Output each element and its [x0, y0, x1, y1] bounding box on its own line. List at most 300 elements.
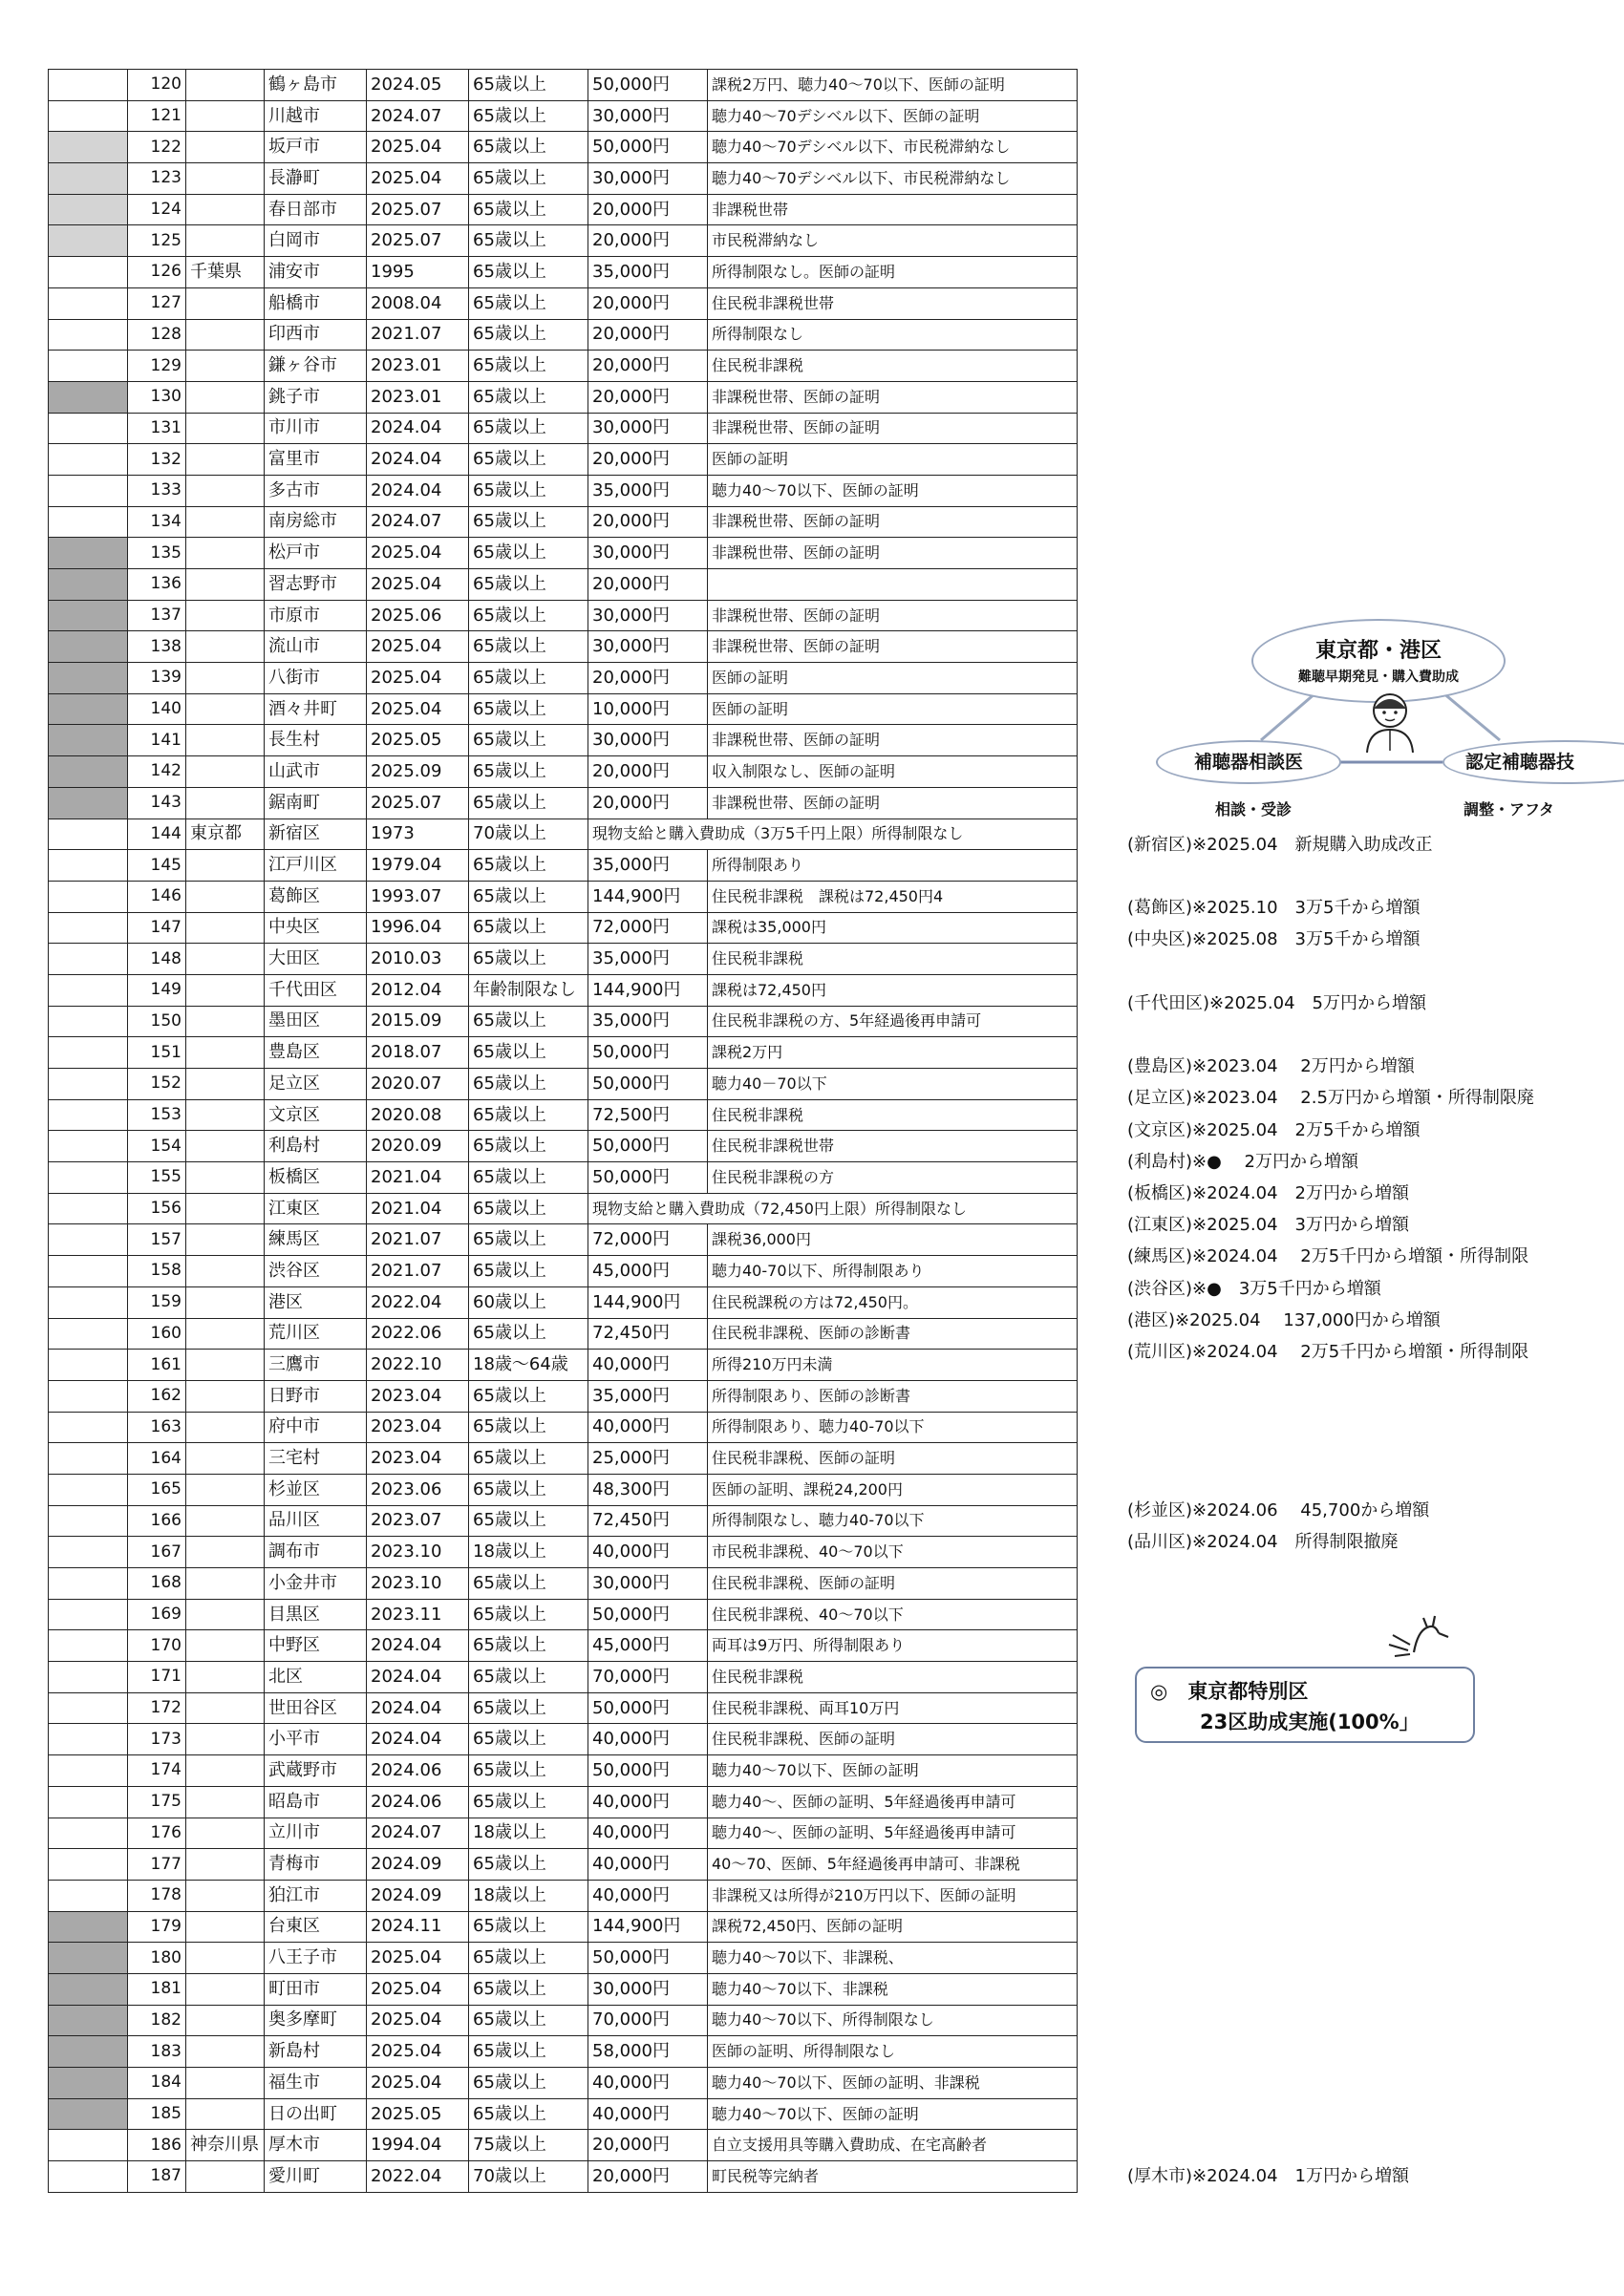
municipality-cell: 習志野市	[265, 569, 367, 601]
prefecture-cell	[186, 1006, 265, 1037]
table-row	[49, 1006, 1078, 1037]
table-row	[49, 756, 1078, 788]
table-row	[49, 538, 1078, 569]
row-status-cell	[49, 1630, 128, 1662]
side-note: (品川区)※2024.04 所得制限撤廃	[1127, 1532, 1399, 1553]
row-status-cell	[49, 225, 128, 257]
row-number: 185	[128, 2098, 186, 2130]
row-number: 177	[128, 1849, 186, 1881]
prefecture-cell	[186, 881, 265, 912]
municipality-cell: 日野市	[265, 1380, 367, 1412]
municipality-cell: 新宿区	[265, 818, 367, 850]
start-date-cell: 2024.04	[367, 1630, 469, 1662]
municipality-cell: 文京区	[265, 1099, 367, 1131]
start-date-cell: 2022.06	[367, 1318, 469, 1350]
start-date-cell: 1996.04	[367, 912, 469, 944]
conditions-cell: 収入制限なし、医師の証明	[708, 756, 1078, 788]
start-date-cell: 2020.07	[367, 1069, 469, 1100]
row-status-cell	[49, 1599, 128, 1630]
side-note: (足立区)※2023.04 2.5万円から増額・所得制限廃	[1127, 1088, 1534, 1109]
prefecture-cell	[186, 1474, 265, 1505]
age-cell: 65歳以上	[469, 2068, 588, 2099]
side-note: (新宿区)※2025.04 新規購入助成改正	[1127, 834, 1433, 855]
table-row	[49, 257, 1078, 288]
amount-cell: 30,000円	[588, 1568, 708, 1600]
row-number: 176	[128, 1818, 186, 1849]
amount-cell: 72,450円	[588, 1505, 708, 1537]
prefecture-cell	[186, 1443, 265, 1475]
age-cell: 65歳以上	[469, 787, 588, 818]
conditions-cell: 市民税滞納なし	[708, 225, 1078, 257]
age-cell: 65歳以上	[469, 1474, 588, 1505]
municipality-cell: 日の出町	[265, 2098, 367, 2130]
amount-cell: 20,000円	[588, 506, 708, 538]
row-number: 134	[128, 506, 186, 538]
row-number: 180	[128, 1943, 186, 1974]
conditions-cell: 医師の証明	[708, 663, 1078, 694]
start-date-cell: 2025.05	[367, 725, 469, 756]
amount-cell: 45,000円	[588, 1256, 708, 1287]
conditions-cell: 住民税非課税、両耳10万円	[708, 1692, 1078, 1724]
prefecture-cell	[186, 2098, 265, 2130]
conditions-cell: 住民税非課税、40～70以下	[708, 1599, 1078, 1630]
conditions-cell: 聴力40～70以下、所得制限なし	[708, 2005, 1078, 2036]
row-status-cell	[49, 2068, 128, 2099]
table-row	[49, 2036, 1078, 2068]
prefecture-cell	[186, 1630, 265, 1662]
age-cell: 65歳以上	[469, 944, 588, 975]
row-status-cell	[49, 600, 128, 631]
municipality-cell: 府中市	[265, 1412, 367, 1443]
row-status-cell	[49, 1224, 128, 1256]
age-cell: 65歳以上	[469, 850, 588, 882]
conditions-cell: 40～70、医師、5年経過後再申請可、非課税	[708, 1849, 1078, 1881]
municipality-cell: 八街市	[265, 663, 367, 694]
conditions-cell: 住民税非課税	[708, 351, 1078, 382]
amount-cell: 35,000円	[588, 850, 708, 882]
municipality-cell: 利島村	[265, 1131, 367, 1162]
municipality-cell: 市川市	[265, 413, 367, 444]
municipality-cell: 武蔵野市	[265, 1755, 367, 1787]
municipality-cell: 江東区	[265, 1193, 367, 1224]
municipality-cell: 練馬区	[265, 1224, 367, 1256]
conditions-cell: 課税72,450円、医師の証明	[708, 1911, 1078, 1943]
start-date-cell: 2020.08	[367, 1099, 469, 1131]
start-date-cell: 1994.04	[367, 2130, 469, 2161]
prefecture-cell	[186, 1818, 265, 1849]
amount-cell: 50,000円	[588, 70, 708, 101]
prefecture-cell	[186, 787, 265, 818]
amount-cell: 45,000円	[588, 1630, 708, 1662]
age-cell: 65歳以上	[469, 2098, 588, 2130]
conditions-cell: 課税は35,000円	[708, 912, 1078, 944]
row-number: 162	[128, 1380, 186, 1412]
table-row	[49, 1599, 1078, 1630]
start-date-cell: 2024.09	[367, 1849, 469, 1881]
subsidy-table-body	[49, 70, 1078, 2193]
municipality-cell: 三鷹市	[265, 1350, 367, 1381]
start-date-cell: 1993.07	[367, 881, 469, 912]
prefecture-cell	[186, 1350, 265, 1381]
table-row	[49, 2068, 1078, 2099]
row-number: 132	[128, 444, 186, 476]
table-row	[49, 2130, 1078, 2161]
municipality-cell: 厚木市	[265, 2130, 367, 2161]
age-cell: 65歳以上	[469, 1318, 588, 1350]
age-cell: 65歳以上	[469, 475, 588, 506]
start-date-cell: 2025.04	[367, 2068, 469, 2099]
age-cell: 65歳以上	[469, 2005, 588, 2036]
age-cell: 65歳以上	[469, 1943, 588, 1974]
start-date-cell: 2023.04	[367, 1412, 469, 1443]
municipality-cell: 中央区	[265, 912, 367, 944]
row-number: 126	[128, 257, 186, 288]
age-cell: 75歳以上	[469, 2130, 588, 2161]
age-cell: 65歳以上	[469, 163, 588, 195]
age-cell: 65歳以上	[469, 1849, 588, 1881]
subsidy-table	[48, 69, 1078, 2193]
row-number: 166	[128, 1505, 186, 1537]
table-row	[49, 225, 1078, 257]
prefecture-cell	[186, 1943, 265, 1974]
tokyo-callout-box	[1135, 1667, 1475, 1743]
start-date-cell: 2025.07	[367, 787, 469, 818]
amount-cell: 144,900円	[588, 881, 708, 912]
start-date-cell: 2008.04	[367, 287, 469, 319]
municipality-cell: 鶴ヶ島市	[265, 70, 367, 101]
start-date-cell: 2022.04	[367, 2161, 469, 2193]
age-cell: 65歳以上	[469, 1162, 588, 1194]
prefecture-cell	[186, 225, 265, 257]
amount-cell: 10,000円	[588, 693, 708, 725]
conditions-cell: 住民税非課税	[708, 944, 1078, 975]
row-number: 163	[128, 1412, 186, 1443]
conditions-cell: 自立支援用具等購入費助成、在宅高齢者	[708, 2130, 1078, 2161]
age-cell: 65歳以上	[469, 1724, 588, 1755]
amount-cell: 72,500円	[588, 1099, 708, 1131]
start-date-cell: 2023.10	[367, 1568, 469, 1600]
row-number: 165	[128, 1474, 186, 1505]
conditions-cell: 聴力40～70デシベル以下、医師の証明	[708, 100, 1078, 132]
row-status-cell	[49, 100, 128, 132]
start-date-cell: 2018.07	[367, 1037, 469, 1069]
start-date-cell: 2015.09	[367, 1006, 469, 1037]
row-status-cell	[49, 974, 128, 1006]
amount-cell: 20,000円	[588, 381, 708, 413]
start-date-cell: 2023.04	[367, 1380, 469, 1412]
row-number: 147	[128, 912, 186, 944]
row-number: 121	[128, 100, 186, 132]
row-status-cell	[49, 1911, 128, 1943]
age-cell: 65歳以上	[469, 693, 588, 725]
prefecture-cell	[186, 1256, 265, 1287]
conditions-cell: 非課税世帯、医師の証明	[708, 725, 1078, 756]
row-status-cell	[49, 132, 128, 163]
conditions-cell: 市民税非課税、40～70以下	[708, 1537, 1078, 1568]
conditions-cell: 課税は72,450円	[708, 974, 1078, 1006]
municipality-cell: 酒々井町	[265, 693, 367, 725]
table-row	[49, 2098, 1078, 2130]
row-status-cell	[49, 2098, 128, 2130]
municipality-cell: 市原市	[265, 600, 367, 631]
side-note: (板橋区)※2024.04 2万円から増額	[1127, 1183, 1410, 1203]
side-note: (葛飾区)※2025.10 3万5千から増額	[1127, 898, 1421, 919]
conditions-cell: 医師の証明、所得制限なし	[708, 2036, 1078, 2068]
table-row	[49, 787, 1078, 818]
prefecture-cell	[186, 132, 265, 163]
age-cell: 65歳以上	[469, 225, 588, 257]
row-number: 120	[128, 70, 186, 101]
amount-cell: 144,900円	[588, 974, 708, 1006]
conditions-cell: 聴力40～70デシベル以下、市民税滞納なし	[708, 132, 1078, 163]
start-date-cell: 2021.07	[367, 319, 469, 351]
table-row	[49, 818, 1078, 850]
prefecture-cell	[186, 1537, 265, 1568]
prefecture-cell	[186, 1037, 265, 1069]
table-row	[49, 381, 1078, 413]
conditions-cell: 聴力40～70以下、医師の証明	[708, 1755, 1078, 1787]
side-note: (渋谷区)※● 3万5千円から増額	[1127, 1278, 1381, 1299]
row-number: 127	[128, 287, 186, 319]
prefecture-cell	[186, 1568, 265, 1600]
municipality-cell: 山武市	[265, 756, 367, 788]
municipality-cell: 三宅村	[265, 1443, 367, 1475]
municipality-cell: 長瀞町	[265, 163, 367, 195]
conditions-cell: 医師の証明、課税24,200円	[708, 1474, 1078, 1505]
table-row	[49, 1099, 1078, 1131]
table-row	[49, 287, 1078, 319]
conditions-cell: 町民税等完納者	[708, 2161, 1078, 2193]
table-row	[49, 569, 1078, 601]
callout-line2: 23区助成実施(100%」	[1200, 1711, 1420, 1733]
start-date-cell: 2025.04	[367, 132, 469, 163]
age-cell: 65歳以上	[469, 663, 588, 694]
conditions-cell: 聴力40-70以下、所得制限あり	[708, 1256, 1078, 1287]
prefecture-cell	[186, 2005, 265, 2036]
amount-cell: 50,000円	[588, 1069, 708, 1100]
start-date-cell: 2023.01	[367, 381, 469, 413]
row-number: 152	[128, 1069, 186, 1100]
row-status-cell	[49, 381, 128, 413]
row-number: 131	[128, 413, 186, 444]
start-date-cell: 2024.07	[367, 1818, 469, 1849]
municipality-cell: 小平市	[265, 1724, 367, 1755]
row-number: 151	[128, 1037, 186, 1069]
table-row	[49, 413, 1078, 444]
prefecture-cell	[186, 1505, 265, 1537]
row-status-cell	[49, 1412, 128, 1443]
start-date-cell: 2025.04	[367, 538, 469, 569]
row-number: 172	[128, 1692, 186, 1724]
conditions-cell: 聴力40～、医師の証明、5年経過後再申請可	[708, 1818, 1078, 1849]
start-date-cell: 2024.07	[367, 506, 469, 538]
row-status-cell	[49, 944, 128, 975]
row-status-cell	[49, 413, 128, 444]
table-row	[49, 1692, 1078, 1724]
side-note: (江東区)※2025.04 3万円から増額	[1127, 1215, 1410, 1236]
age-cell: 65歳以上	[469, 319, 588, 351]
municipality-cell: 町田市	[265, 1973, 367, 2005]
start-date-cell: 2012.04	[367, 974, 469, 1006]
table-row	[49, 132, 1078, 163]
municipality-cell: 印西市	[265, 319, 367, 351]
age-cell: 65歳以上	[469, 1193, 588, 1224]
table-row	[49, 1568, 1078, 1600]
municipality-cell: 板橋区	[265, 1162, 367, 1194]
diagram-right-caption: 調整・アフタ	[1464, 800, 1554, 818]
side-note: (利島村)※● 2万円から増額	[1127, 1151, 1359, 1172]
amount-cell: 40,000円	[588, 2098, 708, 2130]
amount-cell: 30,000円	[588, 600, 708, 631]
prefecture-cell	[186, 1786, 265, 1818]
conditions-cell: 住民税非課税	[708, 1099, 1078, 1131]
table-row	[49, 194, 1078, 225]
row-number: 174	[128, 1755, 186, 1787]
conditions-cell: 非課税世帯、医師の証明	[708, 381, 1078, 413]
age-cell: 65歳以上	[469, 569, 588, 601]
row-number: 161	[128, 1350, 186, 1381]
amount-cell: 20,000円	[588, 2130, 708, 2161]
municipality-cell: 新島村	[265, 2036, 367, 2068]
amount-cell: 58,000円	[588, 2036, 708, 2068]
side-note: (中央区)※2025.08 3万5千から増額	[1127, 929, 1421, 950]
start-date-cell: 2025.04	[367, 2036, 469, 2068]
amount-cell: 50,000円	[588, 1162, 708, 1194]
amount-cell: 50,000円	[588, 1755, 708, 1787]
municipality-cell: 狛江市	[265, 1880, 367, 1911]
amount-cell: 20,000円	[588, 569, 708, 601]
table-row	[49, 163, 1078, 195]
row-number: 141	[128, 725, 186, 756]
prefecture-cell	[186, 1973, 265, 2005]
conditions-cell: 住民税非課税	[708, 1662, 1078, 1693]
table-row	[49, 1256, 1078, 1287]
conditions-cell: 住民税非課税、医師の診断書	[708, 1318, 1078, 1350]
row-number: 155	[128, 1162, 186, 1194]
age-cell: 65歳以上	[469, 413, 588, 444]
conditions-cell	[708, 569, 1078, 601]
prefecture-cell	[186, 1131, 265, 1162]
start-date-cell: 2025.04	[367, 1973, 469, 2005]
conditions-cell: 非課税世帯	[708, 194, 1078, 225]
amount-cell: 30,000円	[588, 413, 708, 444]
row-status-cell	[49, 257, 128, 288]
amount-cell: 30,000円	[588, 100, 708, 132]
age-cell: 65歳以上	[469, 1224, 588, 1256]
table-row	[49, 70, 1078, 101]
table-row	[49, 1131, 1078, 1162]
table-row	[49, 1412, 1078, 1443]
start-date-cell: 2022.04	[367, 1286, 469, 1318]
start-date-cell: 2025.05	[367, 2098, 469, 2130]
age-cell: 65歳以上	[469, 1256, 588, 1287]
age-cell: 18歳～64歳	[469, 1350, 588, 1381]
row-number: 179	[128, 1911, 186, 1943]
row-status-cell	[49, 1505, 128, 1537]
conditions-cell: 所得制限なし、聴力40-70以下	[708, 1505, 1078, 1537]
age-cell: 65歳以上	[469, 1786, 588, 1818]
prefecture-cell	[186, 912, 265, 944]
amount-cell: 20,000円	[588, 663, 708, 694]
row-status-cell	[49, 818, 128, 850]
row-number: 139	[128, 663, 186, 694]
row-number: 145	[128, 850, 186, 882]
table-row	[49, 1350, 1078, 1381]
conditions-cell: 非課税世帯、医師の証明	[708, 506, 1078, 538]
amount-cell: 20,000円	[588, 194, 708, 225]
municipality-cell: 南房総市	[265, 506, 367, 538]
amount-cell: 144,900円	[588, 1286, 708, 1318]
municipality-cell: 長生村	[265, 725, 367, 756]
amount-cell: 35,000円	[588, 944, 708, 975]
row-status-cell	[49, 569, 128, 601]
table-row	[49, 1224, 1078, 1256]
age-cell: 65歳以上	[469, 1662, 588, 1693]
row-number: 142	[128, 756, 186, 788]
amount-cell: 70,000円	[588, 1662, 708, 1693]
conditions-cell: 聴力40～70以下、非課税、	[708, 1943, 1078, 1974]
municipality-cell: 松戸市	[265, 538, 367, 569]
age-cell: 65歳以上	[469, 912, 588, 944]
table-row	[49, 1755, 1078, 1787]
conditions-cell: 聴力40～70以下、非課税	[708, 1973, 1078, 2005]
start-date-cell: 2023.10	[367, 1537, 469, 1568]
row-number: 181	[128, 1973, 186, 2005]
start-date-cell: 2022.10	[367, 1350, 469, 1381]
municipality-cell: 白岡市	[265, 225, 367, 257]
row-number: 157	[128, 1224, 186, 1256]
prefecture-cell	[186, 1755, 265, 1787]
amount-cell: 35,000円	[588, 1006, 708, 1037]
row-number: 140	[128, 693, 186, 725]
prefecture-cell	[186, 2161, 265, 2193]
amount-cell: 40,000円	[588, 1350, 708, 1381]
amount-cell: 40,000円	[588, 1786, 708, 1818]
prefecture-cell: 千葉県	[186, 257, 265, 288]
prefecture-cell	[186, 475, 265, 506]
program-span-cell: 現物支給と購入費助成（72,450円上限）所得制限なし	[588, 1193, 1078, 1224]
municipality-cell: 愛川町	[265, 2161, 367, 2193]
prefecture-cell	[186, 163, 265, 195]
amount-cell: 72,000円	[588, 912, 708, 944]
row-status-cell	[49, 1474, 128, 1505]
start-date-cell: 2021.07	[367, 1256, 469, 1287]
callout-line1: ◎ 東京都特別区	[1150, 1680, 1309, 1703]
row-status-cell	[49, 1131, 128, 1162]
table-row	[49, 2005, 1078, 2036]
age-cell: 18歳以上	[469, 1818, 588, 1849]
prefecture-cell	[186, 725, 265, 756]
conditions-cell: 医師の証明	[708, 444, 1078, 476]
row-status-cell	[49, 2161, 128, 2193]
municipality-cell: 鎌ヶ谷市	[265, 351, 367, 382]
prefecture-cell	[186, 1286, 265, 1318]
conditions-cell: 非課税世帯、医師の証明	[708, 538, 1078, 569]
municipality-cell: 北区	[265, 1662, 367, 1693]
table-row	[49, 725, 1078, 756]
prefecture-cell	[186, 1162, 265, 1194]
prefecture-cell	[186, 569, 265, 601]
age-cell: 65歳以上	[469, 538, 588, 569]
row-number: 125	[128, 225, 186, 257]
age-cell: 65歳以上	[469, 1443, 588, 1475]
conditions-cell: 課税36,000円	[708, 1224, 1078, 1256]
start-date-cell: 2025.04	[367, 569, 469, 601]
age-cell: 65歳以上	[469, 1037, 588, 1069]
table-row	[49, 1380, 1078, 1412]
row-number: 149	[128, 974, 186, 1006]
municipality-cell: 立川市	[265, 1818, 367, 1849]
